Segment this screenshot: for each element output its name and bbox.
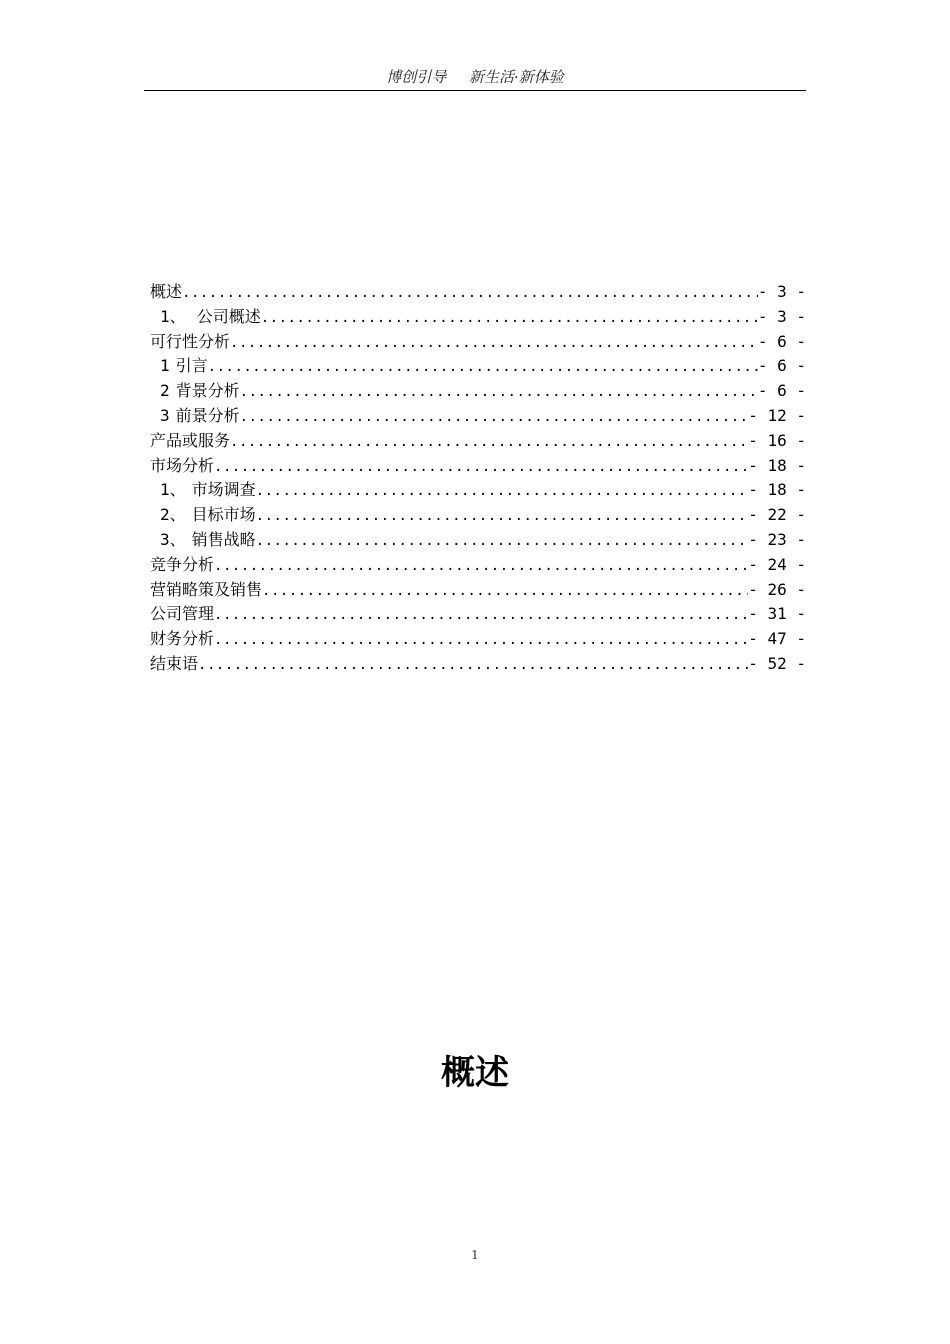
toc-entry-page: - 6 - xyxy=(757,356,806,376)
header-slogan: 新生活·新体验 xyxy=(469,68,564,86)
toc-leader-dots xyxy=(240,380,758,405)
toc-entry-number: 2 xyxy=(160,381,170,401)
toc-leader-dots xyxy=(256,479,749,504)
toc-entry-page: - 24 - xyxy=(748,554,806,574)
toc-entry-number: 3 xyxy=(160,405,170,425)
toc-leader-dots xyxy=(240,405,749,430)
toc-entry-title: 目标市场 xyxy=(191,505,256,525)
toc-entry-page: - 6 - xyxy=(757,381,806,401)
toc-leader-dots xyxy=(261,306,758,331)
toc-entry-title: 公司管理 xyxy=(150,604,215,624)
toc-leader-dots xyxy=(262,579,748,604)
toc-entry-page: - 31 - xyxy=(748,604,806,624)
toc-entry-page: - 52 - xyxy=(748,653,806,673)
toc-entry-number: 1、 xyxy=(160,306,186,326)
toc-leader-dots xyxy=(208,355,758,380)
toc-entry[interactable] xyxy=(144,602,806,627)
toc-entry-page: - 47 - xyxy=(748,629,806,649)
toc-entry-title: 财务分析 xyxy=(150,629,215,649)
toc-entry-page: - 3 - xyxy=(757,282,806,301)
toc-leader-dots xyxy=(214,603,748,628)
toc-leader-dots xyxy=(198,653,748,678)
toc-entry[interactable] xyxy=(144,305,806,330)
header-brand: 博创引导 xyxy=(386,68,447,86)
toc-entry[interactable] xyxy=(144,652,806,677)
toc-entry[interactable] xyxy=(144,528,806,553)
toc-entry[interactable] xyxy=(144,354,806,379)
toc-entry-title: 竞争分析 xyxy=(150,554,215,574)
toc-leader-dots xyxy=(182,281,758,306)
toc-leader-dots xyxy=(256,504,749,529)
toc-entry-title: 可行性分析 xyxy=(150,331,231,351)
toc-entry[interactable] xyxy=(144,627,806,652)
toc-entry-page: - 16 - xyxy=(748,430,806,450)
toc-entry-page: - 18 - xyxy=(748,455,806,475)
section-heading: 概述 xyxy=(441,1053,509,1093)
toc-entry-page: - 26 - xyxy=(748,579,806,599)
toc-entry[interactable] xyxy=(144,404,806,429)
page-header xyxy=(144,66,806,91)
toc-entry-title: 概述 xyxy=(150,282,183,301)
toc-entry-page: - 12 - xyxy=(748,405,806,425)
toc-entry-number: 2、 xyxy=(160,505,186,525)
toc-leader-dots xyxy=(230,430,748,455)
toc-entry-title: 产品或服务 xyxy=(150,430,231,450)
toc-entry[interactable] xyxy=(144,553,806,578)
toc-entry-title: 公司概述 xyxy=(191,306,261,326)
toc-entry[interactable] xyxy=(144,503,806,528)
toc-entry-title: 销售战略 xyxy=(191,529,256,549)
toc-entry-page: - 3 - xyxy=(757,306,806,326)
toc-entry-page: - 23 - xyxy=(748,529,806,549)
toc-entry[interactable] xyxy=(144,478,806,503)
toc-entry-title: 市场调查 xyxy=(191,480,256,500)
toc-entry-number: 1、 xyxy=(160,480,186,500)
toc-leader-dots xyxy=(214,554,748,579)
toc-entry-title: 营销略策及销售 xyxy=(150,579,263,599)
toc-entry-title: 市场分析 xyxy=(150,455,215,475)
toc-entry-page: - 22 - xyxy=(748,505,806,525)
toc-leader-dots xyxy=(256,529,749,554)
toc-entry[interactable] xyxy=(144,429,806,454)
toc-leader-dots xyxy=(214,455,748,480)
toc-entry[interactable] xyxy=(144,379,806,404)
toc-entry-number: 3、 xyxy=(160,529,186,549)
toc-entry-page: - 6 - xyxy=(757,331,806,351)
toc-entry-page: - 18 - xyxy=(748,480,806,500)
toc-entry[interactable] xyxy=(144,578,806,603)
toc-entry-title: 前景分析 xyxy=(175,405,240,425)
toc-entry[interactable] xyxy=(144,454,806,479)
toc-entry-number: 1 xyxy=(160,356,170,376)
page-number: 1 xyxy=(471,1248,479,1262)
toc-entry[interactable] xyxy=(144,280,806,305)
toc-entry[interactable] xyxy=(144,330,806,355)
toc-entry-title: 结束语 xyxy=(150,653,199,673)
table-of-contents xyxy=(144,280,806,677)
toc-entry-title: 引言 xyxy=(175,356,208,376)
toc-entry-title: 背景分析 xyxy=(175,381,240,401)
toc-leader-dots xyxy=(230,331,758,356)
toc-leader-dots xyxy=(214,628,748,653)
